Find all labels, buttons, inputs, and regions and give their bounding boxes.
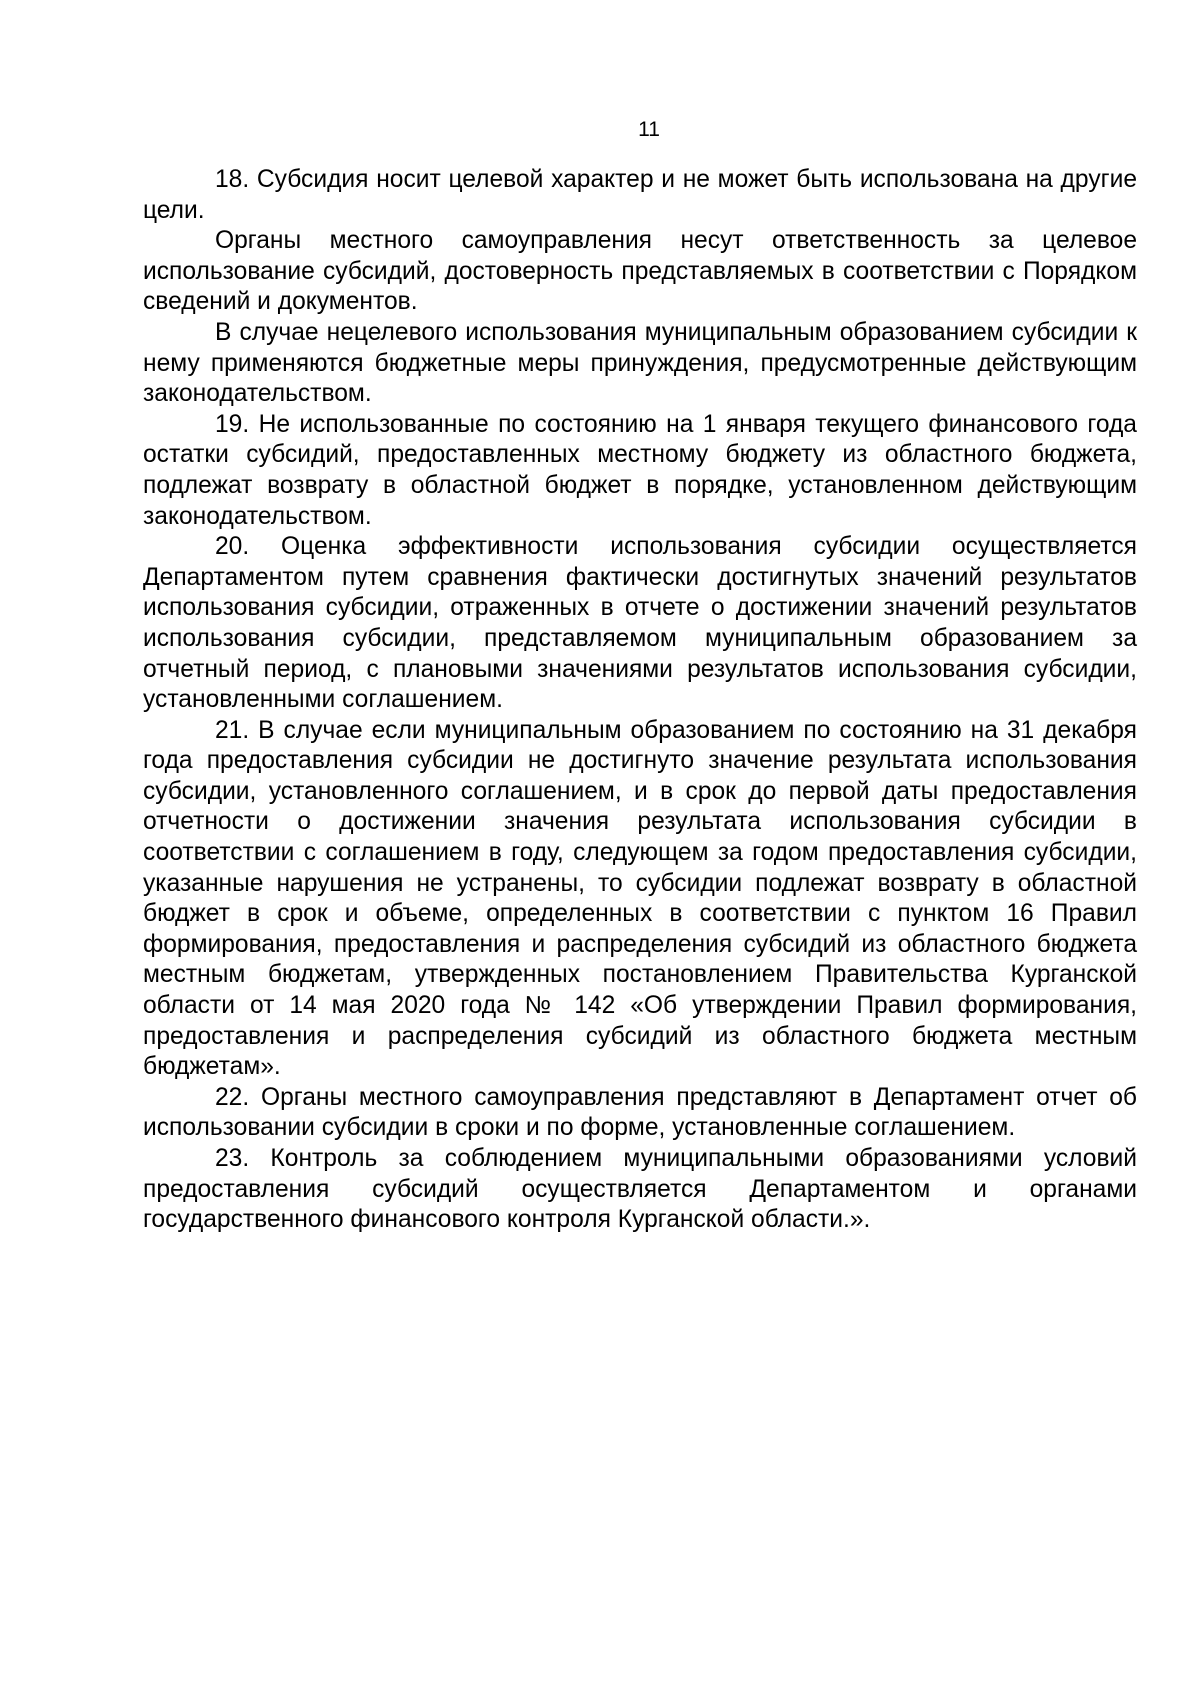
paragraph-21: 21. В случае если муниципальным образованием по состоянию на 31 декабря года предоставления субсидии не достигнуто значение результата использования субсидии, установленного соглашением, и в срок до первой даты предоставления отчетности о достижении значения результата использования субсидии в соответствии с соглашением в году, следующем за годом предоставления субсидии, указанные нарушения не устранены, то субсидии подлежат возврату в областной бюджет в срок и объеме, определенных в соответствии с пунктом 16 Правил формирования, предоставления и распределения субсидий из областного бюджета местным бюджетам, утвержденных постановлением Правительства Курганской области от 14 мая 2020 года № 142 «Об утверждении Правил формирования, предоставления и распределения субсидий из областного бюджета местным бюджетам». xyxy=(143,716,1137,1081)
page-number: 11 xyxy=(638,118,660,141)
paragraph-20: 20. Оценка эффективности использования субсидии осуществляется Департаментом путем сравнения фактически достигнутых значений результатов использования субсидии, отраженных в отчете о достижении значений результатов использования субсидии, представляемом муниципальным образованием за отчетный период, с плановыми значениями результатов использования субсидии, установленными соглашением. xyxy=(143,533,1137,714)
paragraph-22: 22. Органы местного самоуправления представляют в Департамент отчет об использовании субсидии в сроки и по форме, установленные соглашением. xyxy=(143,1083,1137,1142)
paragraph-23: 23. Контроль за соблюдением муниципальными образованиями условий предоставления субсидий осуществляется Департаментом и органами государственного финансового контроля Курганской области.». xyxy=(143,1145,1137,1234)
document-body xyxy=(143,165,1137,1236)
paragraph-18: 18. Субсидия носит целевой характер и не может быть использована на другие цели. xyxy=(143,166,1137,224)
paragraph-19: 19. Не использованные по состоянию на 1 января текущего финансового года остатки субсидий, предоставленных местному бюджету из областного бюджета, подлежат возврату в областной бюджет в порядке, установленном действующим законодательством. xyxy=(143,410,1137,530)
paragraph-responsibility: Органы местного самоуправления несут ответственность за целевое использование субсидий, достоверность представляемых в соответствии с Порядком сведений и документов. xyxy=(143,227,1137,316)
paragraph-misuse: В случае нецелевого использования муниципальным образованием субсидии к нему применяются бюджетные меры принуждения, предусмотренные действующим законодательством. xyxy=(143,318,1137,408)
